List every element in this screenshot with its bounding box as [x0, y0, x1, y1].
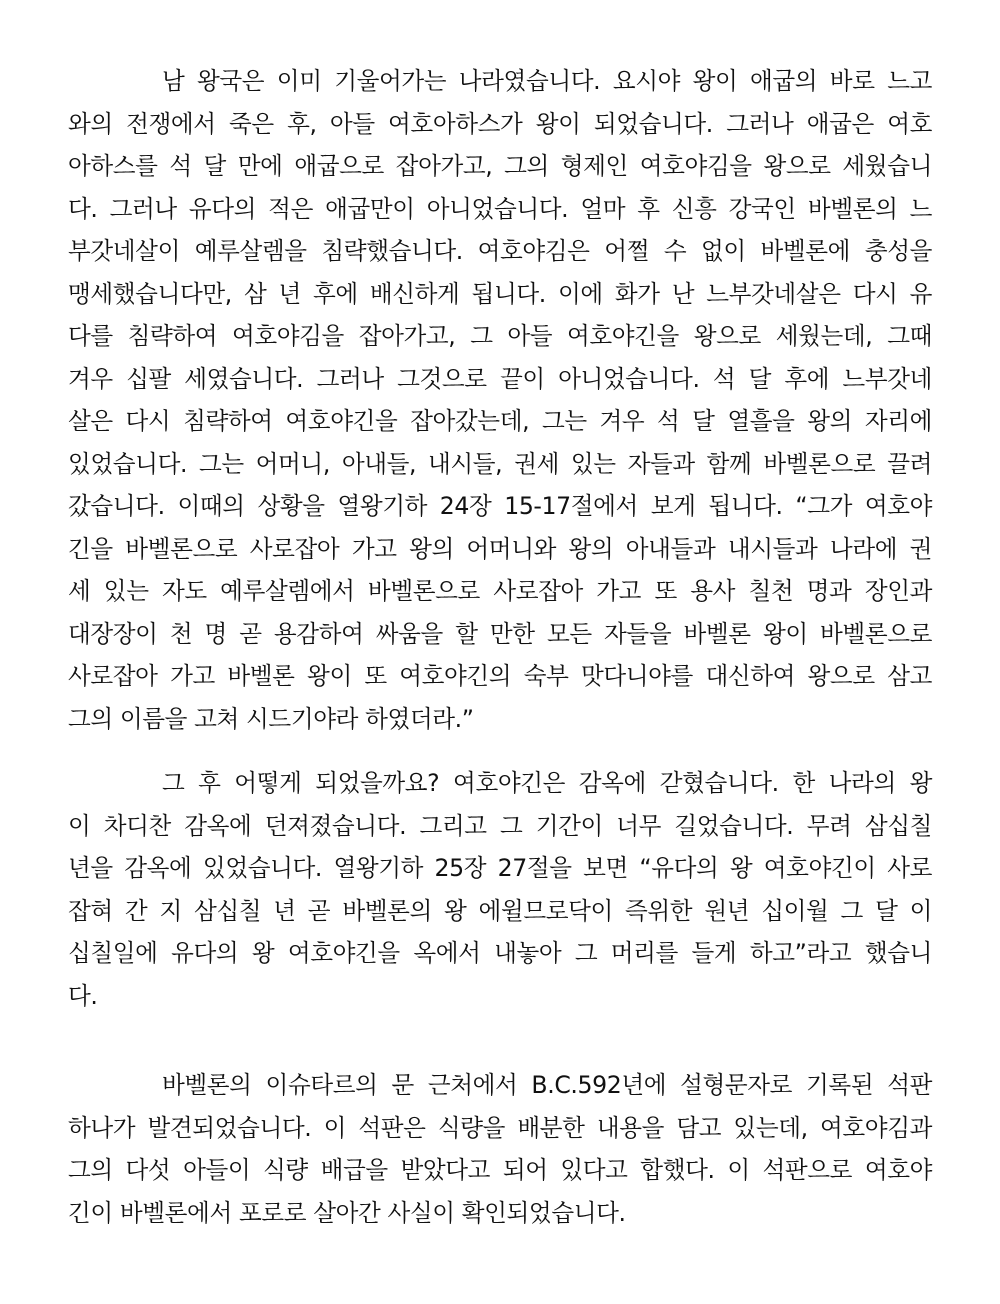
paragraph-line: 사로잡아 가고 바벨론 왕이 또 여호야긴의 숙부 맛다니야를 대신하여 왕으로 삼고 — [68, 662, 932, 690]
paragraph-line: 살은 다시 침략하여 여호야긴을 잡아갔는데, 그는 겨우 석 달 열흘을 왕의 자리에 — [68, 407, 932, 435]
paragraph-line: 겨우 십팔 세였습니다. 그러나 그것으로 끝이 아니었습니다. 석 달 후에 느부갓네 — [68, 364, 932, 393]
paragraph-2 — [68, 762, 932, 1017]
paragraph-3 — [68, 1064, 932, 1234]
paragraph-line: 세 있는 자도 예루살렘에서 바벨론으로 사로잡아 가고 또 용사 칠천 명과 장인과 — [68, 577, 933, 605]
paragraph-line: 그의 다섯 아들이 식량 배급을 받았다고 되어 있다고 합했다. 이 석판으로 여호야 — [68, 1156, 932, 1184]
paragraph-line: 긴이 바벨론에서 포로로 살아간 사실이 확인되었습니다. — [68, 1198, 626, 1227]
paragraph-line: 아하스를 석 달 만에 애굽으로 잡아가고, 그의 형제인 여호야김을 왕으로 세웠습니 — [68, 152, 932, 180]
paragraph-line: 맹세했습니다만, 삼 년 후에 배신하게 됩니다. 이에 화가 난 느부갓네살은 다시 유 — [68, 279, 932, 308]
paragraph-line: 남 왕국은 이미 기울어가는 나라였습니다. 요시야 왕이 애굽의 바로 느고 — [162, 67, 932, 95]
paragraph-line: 다를 침략하여 여호야김을 잡아가고, 그 아들 여호야긴을 왕으로 세웠는데, 그때 — [68, 322, 932, 350]
paragraph-line: 년을 감옥에 있었습니다. 열왕기하 25장 27절을 보면 “유다의 왕 여호야긴이 사로 — [68, 854, 932, 882]
paragraph-line: 십칠일에 유다의 왕 여호야긴을 옥에서 내놓아 그 머리를 들게 하고”라고 했습니 — [68, 939, 932, 967]
paragraph-line: 부갓네살이 예루살렘을 침략했습니다. 여호야김은 어쩔 수 없이 바벨론에 충성을 — [68, 237, 932, 265]
paragraph-line: 와의 전쟁에서 죽은 후, 아들 여호아하스가 왕이 되었습니다. 그러나 애굽은 여호 — [68, 109, 932, 138]
paragraph-1 — [68, 60, 932, 740]
paragraph-line: 갔습니다. 이때의 상황을 열왕기하 24장 15-17절에서 보게 됩니다. “그가 여호야 — [68, 492, 932, 520]
paragraph-line: 대장장이 천 명 곧 용감하여 싸움을 할 만한 모든 자들을 바벨론 왕이 바벨론으로 — [68, 619, 932, 648]
paragraph-line: 그의 이름을 고쳐 시드기야라 하였더라.” — [68, 704, 474, 733]
paragraph-line: 이 차디찬 감옥에 던져졌습니다. 그리고 그 기간이 너무 길었습니다. 무려 삼십칠 — [68, 811, 932, 840]
paragraph-line: 긴을 바벨론으로 사로잡아 가고 왕의 어머니와 왕의 아내들과 내시들과 나라에 권 — [68, 534, 932, 563]
paragraph-line: 잡혀 간 지 삼십칠 년 곧 바벨론의 왕 에윌므로닥이 즉위한 원년 십이월 그 달 이 — [68, 896, 932, 925]
paragraph-line: 그 후 어떻게 되었을까요? 여호야긴은 감옥에 갇혔습니다. 한 나라의 왕 — [162, 769, 932, 797]
paragraph-line: 다. 그러나 유다의 적은 애굽만이 아니었습니다. 얼마 후 신흥 강국인 바벨론의 느 — [68, 194, 932, 223]
paragraph-line: 있었습니다. 그는 어머니, 아내들, 내시들, 권세 있는 자들과 함께 바벨론으로 끌려 — [68, 449, 932, 478]
paragraph-line: 하나가 발견되었습니다. 이 석판은 식량을 배분한 내용을 담고 있는데, 여호야김과 — [68, 1113, 932, 1142]
paragraph-line: 다. — [68, 981, 98, 1010]
paragraph-line: 바벨론의 이슈타르의 문 근처에서 B.C.592년에 설형문자로 기록된 석판 — [162, 1071, 932, 1099]
